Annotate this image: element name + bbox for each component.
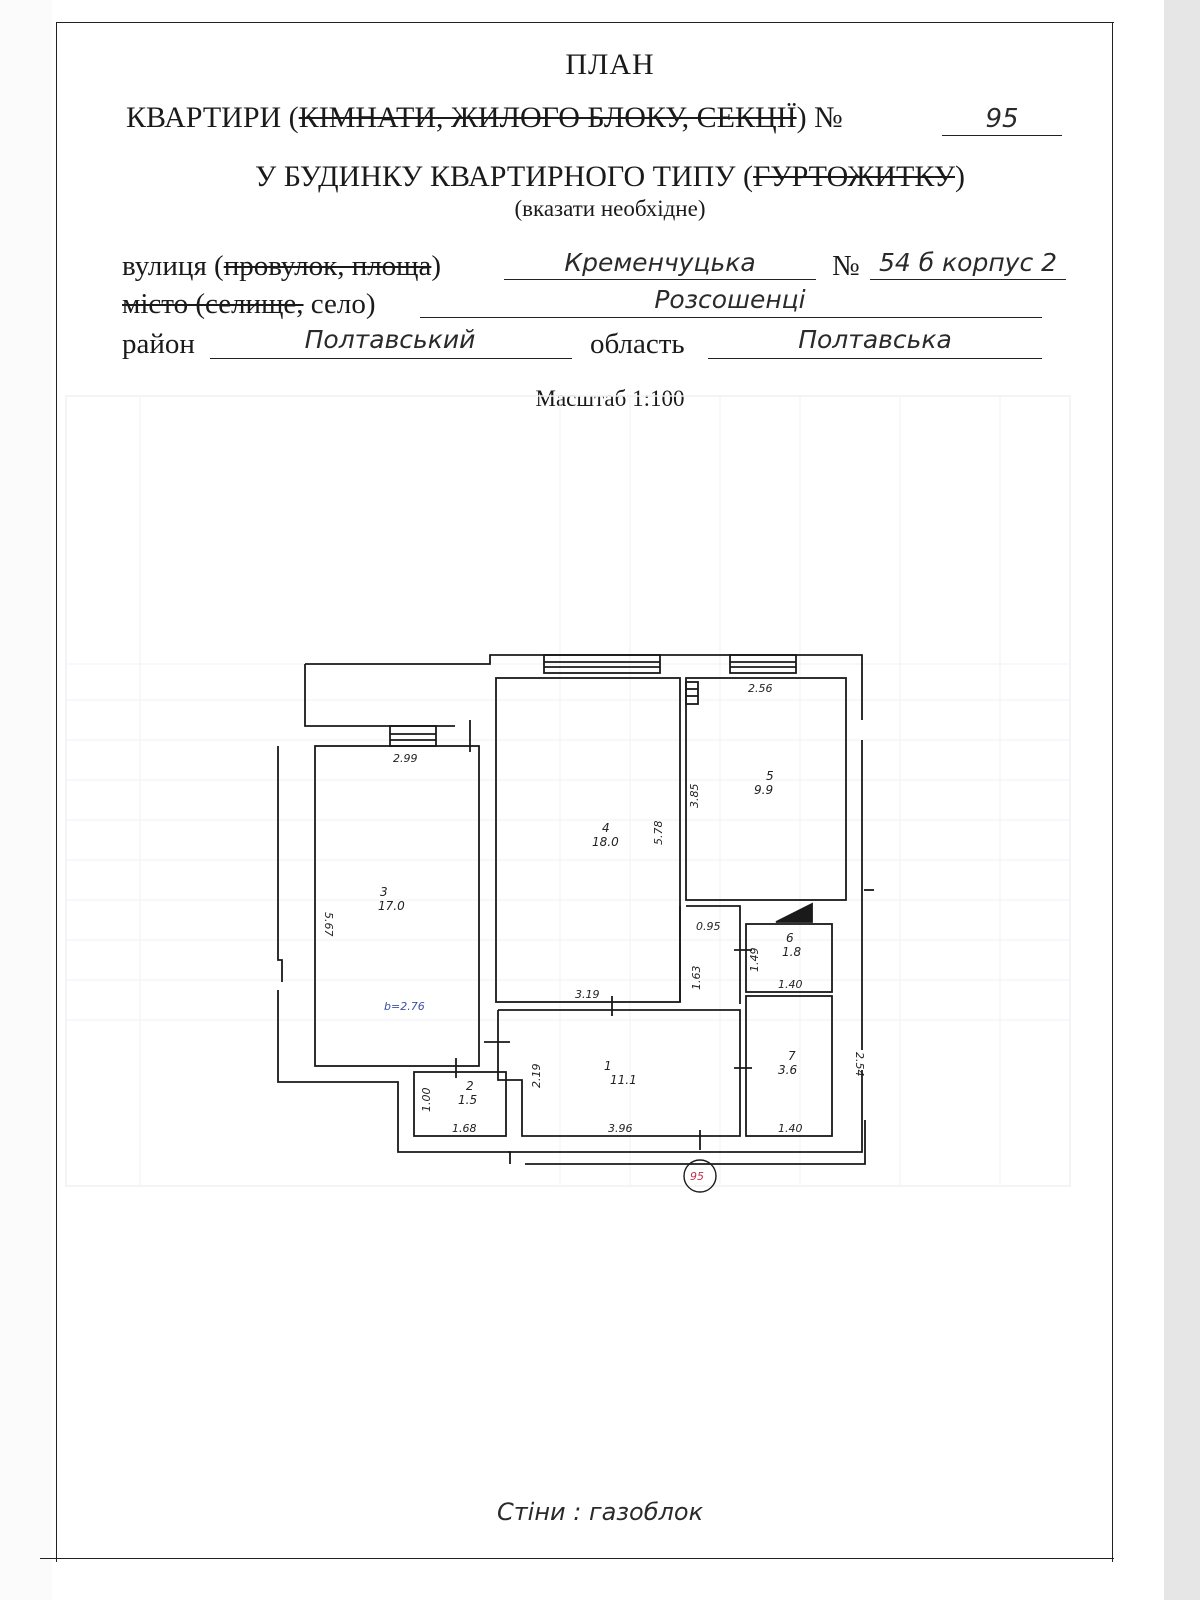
dim-room2-length: 1.00 bbox=[420, 1087, 433, 1112]
street-label-start: вулиця ( bbox=[122, 250, 224, 282]
building-type-suffix: ) bbox=[955, 160, 966, 193]
street-label bbox=[122, 250, 441, 283]
house-number-value: 54 б корпус 2 bbox=[878, 248, 1058, 277]
house-number-label: № bbox=[832, 250, 860, 282]
balcony-note: b=2.76 bbox=[384, 1000, 425, 1013]
dim-room2-width: 1.68 bbox=[452, 1122, 477, 1135]
room-6-number: 6 bbox=[786, 931, 794, 945]
room-5-number: 5 bbox=[766, 769, 774, 783]
street-underline bbox=[504, 279, 816, 280]
district-value: Полтавський bbox=[304, 325, 476, 354]
building-type-heading bbox=[0, 160, 1200, 194]
plan-walls bbox=[278, 655, 874, 1164]
city-underline bbox=[420, 317, 1042, 318]
building-type-struck: ГУРТОЖИТКУ bbox=[753, 160, 956, 193]
reverse-side-ghost-grid bbox=[66, 396, 1070, 1186]
scan-right-margin bbox=[1164, 0, 1200, 1600]
region-label: область bbox=[590, 328, 685, 360]
dim-room7-length: 2.54 bbox=[853, 1052, 866, 1077]
floor-plan bbox=[60, 380, 1080, 1200]
dim-room1-gap: 1.63 bbox=[690, 965, 703, 990]
dim-room3-length: 5.67 bbox=[322, 912, 335, 937]
apartment-number-underline bbox=[942, 135, 1062, 136]
room-2-number: 2 bbox=[466, 1079, 474, 1093]
apartment-heading-suffix: ) № bbox=[796, 101, 843, 134]
room-3-number: 3 bbox=[380, 885, 388, 899]
room-3-area: 17.0 bbox=[378, 899, 405, 913]
region-underline bbox=[708, 358, 1042, 359]
dim-room1-width: 3.96 bbox=[608, 1122, 633, 1135]
room-7-area: 3.6 bbox=[778, 1063, 798, 1077]
district-label: район bbox=[122, 328, 195, 360]
dim-room4-width: 3.19 bbox=[575, 988, 600, 1001]
apartment-marker: 95 bbox=[690, 1170, 704, 1183]
room-4-area: 18.0 bbox=[592, 835, 619, 849]
apartment-number: 95 bbox=[985, 104, 1019, 134]
frame-right-border bbox=[1112, 22, 1113, 1562]
frame-bottom-border bbox=[40, 1558, 1114, 1559]
region-value: Полтавська bbox=[798, 325, 952, 354]
room-1-number: 1 bbox=[604, 1059, 612, 1073]
dim-room7-width: 1.40 bbox=[778, 1122, 803, 1135]
room-6-area: 1.8 bbox=[782, 945, 802, 959]
walls-material-note: Стіни : газоблок bbox=[496, 1498, 704, 1526]
building-type-prefix: У БУДИНКУ КВАРТИРНОГО ТИПУ ( bbox=[254, 160, 754, 193]
street-label-end: ) bbox=[431, 250, 442, 282]
district-underline bbox=[210, 358, 572, 359]
dim-room5-length: 3.85 bbox=[688, 783, 701, 808]
apartment-heading-struck: КІМНАТИ, ЖИЛОГО БЛОКУ, СЕКЦІЇ bbox=[298, 101, 797, 134]
scan-left-margin bbox=[0, 0, 52, 1600]
dim-room4-length: 5.78 bbox=[652, 820, 665, 845]
dim-room3-width: 2.99 bbox=[393, 752, 418, 765]
room-7-number: 7 bbox=[788, 1049, 796, 1063]
room-2-area: 1.5 bbox=[458, 1093, 478, 1107]
dim-room1-length: 2.19 bbox=[530, 1063, 543, 1088]
house-number-underline bbox=[870, 279, 1066, 280]
apartment-heading-prefix: КВАРТИРИ ( bbox=[126, 101, 299, 134]
city-label-village: село) bbox=[303, 288, 376, 320]
document-title: ПЛАН bbox=[565, 48, 655, 81]
frame-top-border bbox=[56, 22, 1114, 23]
dim-passage: 0.95 bbox=[696, 920, 721, 933]
room-5-area: 9.9 bbox=[754, 783, 774, 797]
city-value: Розсошенці bbox=[654, 285, 806, 314]
street-value: Кременчуцька bbox=[564, 248, 756, 277]
frame-left-border bbox=[56, 22, 57, 1562]
room-1-area: 11.1 bbox=[610, 1073, 637, 1087]
apartment-heading bbox=[126, 101, 843, 135]
dim-room6-length: 1.49 bbox=[748, 947, 761, 972]
city-label bbox=[122, 288, 376, 321]
scale-label: Масштаб 1:100 bbox=[535, 386, 685, 411]
city-label-struck: місто (селище, bbox=[122, 288, 304, 320]
dim-room6-width: 1.40 bbox=[778, 978, 803, 991]
dim-room5-width: 2.56 bbox=[748, 682, 773, 695]
instruction-note: (вказати необхідне) bbox=[514, 196, 706, 221]
room-4-number: 4 bbox=[602, 821, 610, 835]
street-label-struck: провулок, площа bbox=[223, 250, 432, 282]
